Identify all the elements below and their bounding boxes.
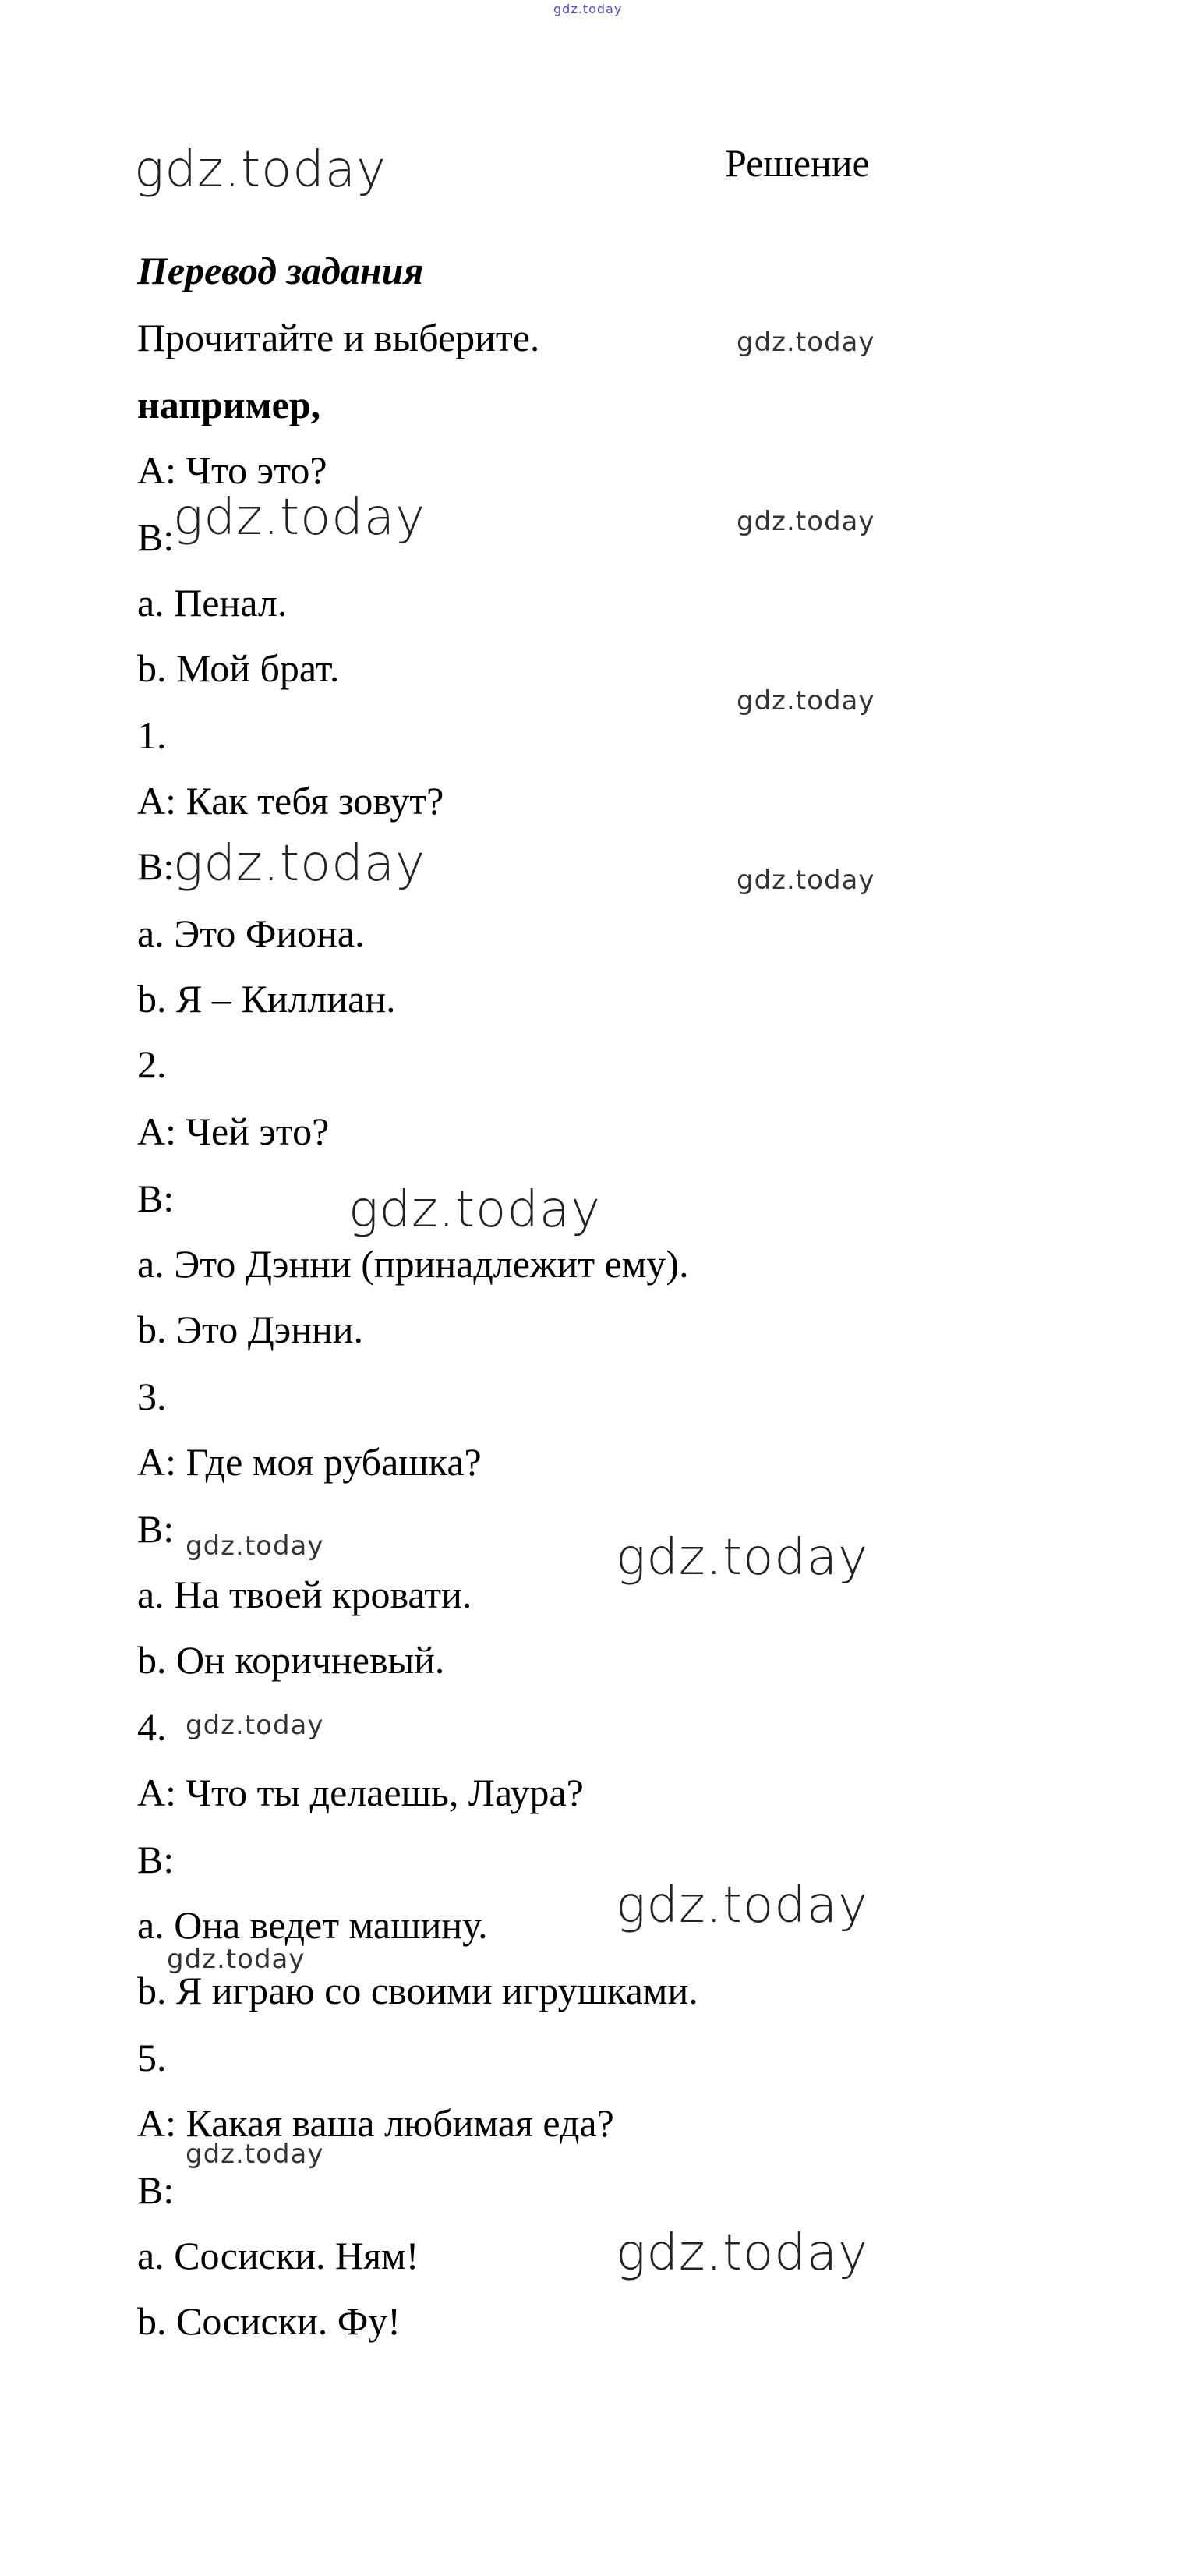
- dialog-line: A: Что ты делаешь, Лаура?: [137, 1771, 584, 1814]
- watermark: gdz.today: [737, 685, 875, 717]
- watermark: gdz.today: [167, 1944, 306, 1975]
- dialog-line: B:: [137, 1177, 175, 1220]
- option-line: a. На твоей кровати.: [137, 1573, 472, 1616]
- watermark: gdz.today: [348, 1181, 601, 1239]
- item-number: 1.: [137, 713, 167, 757]
- option-line: b. Сосиски. Фу!: [137, 2299, 401, 2343]
- watermark: gdz.today: [616, 1529, 868, 1587]
- watermark: gdz.today: [186, 1530, 324, 1562]
- watermark-header: gdz.today: [134, 141, 387, 199]
- dialog-line: B:: [137, 844, 175, 888]
- option-line: b. Я играю со своими игрушками.: [137, 1969, 698, 2012]
- option-line: a. Она ведет машину.: [137, 1903, 488, 1947]
- item-number: 4.: [137, 1705, 167, 1749]
- dialog-line: A: Как тебя зовут?: [137, 779, 444, 823]
- watermark: gdz.today: [737, 506, 875, 537]
- watermark: gdz.today: [173, 835, 426, 893]
- item-number: 3.: [137, 1375, 167, 1418]
- option-line: b. Я – Киллиан.: [137, 977, 396, 1021]
- option-line: b. Это Дэнни.: [137, 1307, 364, 1351]
- dialog-line: B:: [137, 1838, 175, 1881]
- watermark: gdz.today: [616, 2224, 868, 2282]
- watermark: gdz.today: [616, 1877, 868, 1934]
- dialog-line: A: Какая ваша любимая еда?: [137, 2101, 614, 2145]
- option-line: a. Пенал.: [137, 581, 288, 625]
- section-title: Перевод задания: [137, 249, 424, 292]
- dialog-line: B:: [137, 2168, 175, 2212]
- option-line: a. Сосиски. Ням!: [137, 2234, 419, 2277]
- watermark-top: gdz.today: [553, 2, 623, 16]
- dialog-line: B:: [137, 515, 175, 559]
- dialog-line: B:: [137, 1507, 175, 1551]
- dialog-line: A: Где моя рубашка?: [137, 1440, 482, 1484]
- item-number: 2.: [137, 1042, 167, 1086]
- dialog-line: A: Чей это?: [137, 1109, 330, 1153]
- option-line: a. Это Дэнни (принадлежит ему).: [137, 1242, 689, 1286]
- option-line: a. Это Фиона.: [137, 911, 365, 955]
- option-line: b. Мой брат.: [137, 646, 340, 690]
- instruction: Прочитайте и выберите.: [137, 316, 540, 359]
- example-label: например,: [137, 383, 321, 426]
- watermark: gdz.today: [173, 489, 426, 547]
- item-number: 5.: [137, 2036, 167, 2079]
- watermark: gdz.today: [737, 327, 875, 358]
- solution-label: Решение: [725, 141, 870, 185]
- dialog-line: A: Что это?: [137, 448, 327, 492]
- watermark: gdz.today: [186, 1710, 324, 1741]
- option-line: b. Он коричневый.: [137, 1638, 445, 1682]
- watermark: gdz.today: [186, 2139, 324, 2170]
- watermark: gdz.today: [737, 865, 875, 896]
